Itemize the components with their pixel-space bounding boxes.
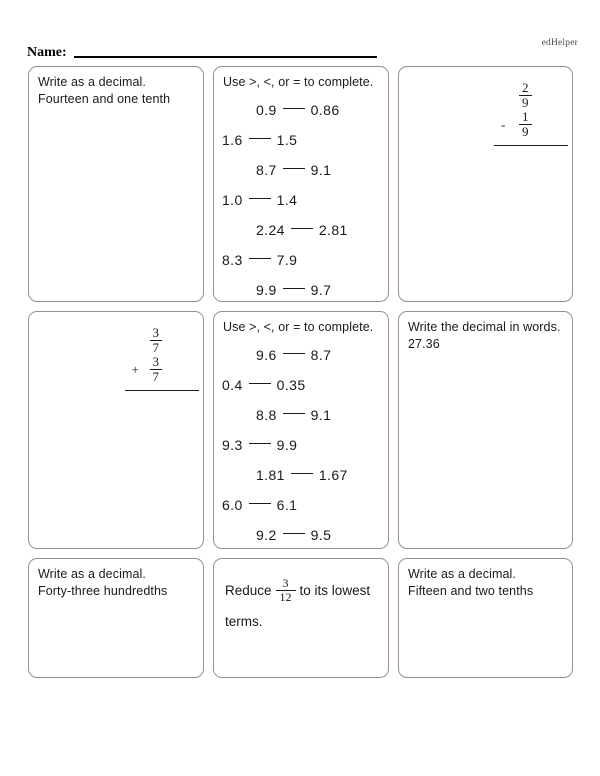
comparison-list (214, 95, 388, 303)
problem-box-fraction-addition[interactable] (28, 311, 204, 549)
answer-blank[interactable] (283, 168, 305, 169)
comparison-row[interactable] (214, 460, 388, 490)
name-label: Name: (27, 45, 67, 60)
comparison-row[interactable] (214, 430, 388, 460)
answer-rule[interactable] (494, 145, 568, 146)
left-operand: 0.9 (256, 101, 277, 118)
prompt-line: Write as a decimal. (38, 75, 146, 89)
reduce-text-after: to its lowest (299, 583, 371, 598)
minus-sign: - (501, 116, 506, 132)
right-operand: 9.1 (310, 406, 332, 423)
answer-blank[interactable] (283, 533, 305, 534)
denominator: 9 (519, 124, 532, 139)
left-operand: 9.9 (256, 281, 277, 298)
right-operand: 9.7 (310, 281, 332, 298)
prompt-line: Use >, <, or = to complete. (223, 320, 374, 334)
comparison-row[interactable] (214, 520, 388, 550)
right-operand: 1.67 (318, 466, 348, 483)
numerator: 1 (522, 109, 529, 124)
right-operand: 7.9 (276, 251, 298, 268)
numerator: 3 (152, 325, 159, 340)
comparison-row[interactable] (214, 400, 388, 430)
reduce-text-before: Reduce (225, 583, 272, 598)
problem-prompt (29, 559, 203, 599)
fraction (519, 110, 532, 139)
fraction (519, 81, 532, 110)
prompt-line: Fourteen and one tenth (38, 91, 171, 106)
fraction (276, 577, 296, 604)
left-operand: 9.6 (256, 346, 277, 363)
operand-row-bottom (70, 355, 162, 384)
problem-prompt (399, 559, 572, 599)
left-operand: 1.81 (256, 466, 285, 483)
left-operand: 0.4 (222, 376, 243, 393)
left-operand: 9.2 (256, 526, 277, 543)
answer-blank[interactable] (249, 258, 271, 259)
left-operand: 2.24 (256, 221, 285, 238)
left-operand: 8.8 (256, 406, 277, 423)
answer-blank[interactable] (249, 138, 271, 139)
left-operand: 8.7 (256, 161, 277, 178)
answer-blank[interactable] (283, 108, 305, 109)
problem-box-write-decimal-fourteen-one-tenth[interactable] (28, 66, 204, 302)
denominator: 7 (150, 340, 163, 355)
problem-box-write-decimal-fifteen-two-tenths[interactable] (398, 558, 573, 678)
name-write-in-line[interactable] (74, 56, 377, 58)
right-operand: 1.5 (276, 131, 298, 148)
comparison-row[interactable] (214, 185, 388, 215)
prompt-line: Forty-three hundredths (38, 583, 168, 598)
problem-box-fraction-subtraction[interactable] (398, 66, 573, 302)
numerator: 2 (522, 80, 529, 95)
vertical-fraction-operation (399, 81, 572, 146)
right-operand: 8.7 (310, 346, 332, 363)
answer-blank[interactable] (283, 413, 305, 414)
answer-blank[interactable] (291, 228, 313, 229)
answer-blank[interactable] (283, 353, 305, 354)
right-operand: 6.1 (276, 496, 298, 513)
left-operand: 6.0 (222, 496, 243, 513)
comparison-row[interactable] (214, 370, 388, 400)
problem-box-compare-set-1[interactable] (213, 66, 389, 302)
answer-rule[interactable] (125, 390, 199, 391)
left-operand: 8.3 (222, 251, 243, 268)
answer-blank[interactable] (249, 503, 271, 504)
problem-box-write-decimal-forty-three-hundredths[interactable] (28, 558, 204, 678)
right-operand: 2.81 (318, 221, 348, 238)
prompt-line: Write the decimal in words. (408, 320, 561, 334)
numerator: 3 (152, 354, 159, 369)
answer-blank[interactable] (249, 443, 271, 444)
name-field-row (27, 46, 377, 60)
prompt-line: Use >, <, or = to complete. (223, 75, 374, 89)
reduce-text-tail: terms. (225, 614, 263, 629)
operand-row-top (70, 326, 162, 355)
comparison-row[interactable] (214, 215, 388, 245)
denominator: 12 (276, 590, 296, 604)
problem-prompt (214, 312, 388, 336)
problem-prompt (214, 67, 388, 91)
comparison-row[interactable] (214, 275, 388, 303)
prompt-line: Write as a decimal. (408, 567, 516, 581)
prompt-value: 27.36 (408, 336, 440, 351)
right-operand: 9.1 (310, 161, 332, 178)
comparison-row[interactable] (214, 340, 388, 370)
right-operand: 9.9 (276, 436, 298, 453)
right-operand: 0.86 (310, 101, 340, 118)
plus-sign: + (131, 361, 139, 377)
edhelper-logo: edHelper (541, 38, 578, 48)
problem-prompt (399, 312, 572, 352)
operand-row-bottom (440, 110, 532, 139)
fraction (150, 326, 163, 355)
prompt-line: Fifteen and two tenths (408, 583, 534, 598)
prompt-line: Write as a decimal. (38, 567, 146, 581)
denominator: 7 (150, 369, 163, 384)
comparison-row[interactable] (214, 245, 388, 275)
fraction (150, 355, 163, 384)
answer-blank[interactable] (283, 288, 305, 289)
comparison-row[interactable] (214, 490, 388, 520)
operand-row-top (440, 81, 532, 110)
right-operand: 0.35 (276, 376, 306, 393)
problem-prompt (214, 559, 388, 637)
left-operand: 1.0 (222, 191, 243, 208)
right-operand: 1.4 (276, 191, 298, 208)
vertical-fraction-operation (29, 326, 203, 391)
answer-blank[interactable] (291, 473, 313, 474)
problem-box-reduce-fraction[interactable] (213, 558, 389, 678)
answer-blank[interactable] (249, 383, 271, 384)
problem-prompt (29, 67, 203, 107)
comparison-list (214, 340, 388, 550)
left-operand: 1.6 (222, 131, 243, 148)
comparison-row[interactable] (214, 95, 388, 125)
problem-box-compare-set-2[interactable] (213, 311, 389, 549)
comparison-row[interactable] (214, 155, 388, 185)
answer-blank[interactable] (249, 198, 271, 199)
numerator: 3 (282, 575, 289, 590)
right-operand: 9.5 (310, 526, 332, 543)
comparison-row[interactable] (214, 125, 388, 155)
denominator: 9 (519, 95, 532, 110)
problem-box-write-decimal-in-words[interactable] (398, 311, 573, 549)
left-operand: 9.3 (222, 436, 243, 453)
